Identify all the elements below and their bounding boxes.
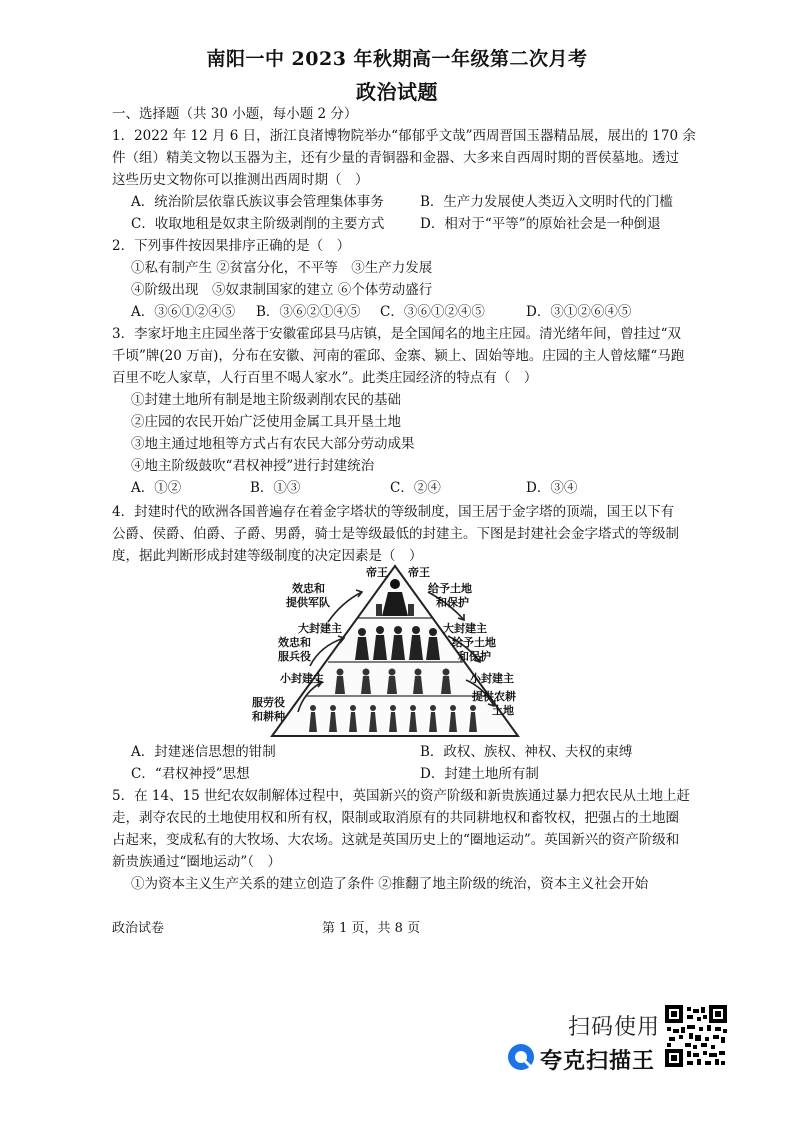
label-labor: 服劳役 — [252, 696, 285, 709]
footer-subject: 政治试卷 — [112, 921, 165, 936]
q3-statement-1: ①封建土地所有制是地主阶级剥削农民的基础 — [131, 392, 401, 408]
q1-line3: 这些历史文物你可以推测出西周时期（ ） — [112, 172, 369, 188]
q3-line2: 千顷”牌(20 万亩)，分布在安徽、河南的霍邱、金寨、颍上、固始等地。庄园的主人曾炫耀“马跑 — [112, 348, 685, 364]
label-give-land-1: 给予土地 — [428, 582, 472, 595]
label-lesser-lord-left: 小封建主 — [280, 672, 324, 685]
q2-line2: ①私有制产生 ②贫富分化，不平等 ③生产力发展 — [131, 260, 433, 276]
q5-line4: 新贵族通过“圈地运动”（ ） — [112, 854, 282, 870]
q3-statement-4: ④地主阶级鼓吹“君权神授”进行封建统治 — [131, 458, 375, 474]
label-lesser-lord-right: 小封建主 — [470, 672, 514, 685]
q2-option-c: C．③⑥①②④⑤ — [380, 304, 485, 320]
q3-option-a: A．①② — [131, 480, 182, 496]
label-give-land-2: 给予土地 — [452, 636, 496, 649]
quark-logo-icon — [506, 1042, 536, 1072]
q1-line1: 1．2022 年 12 月 6 日，浙江良渚博物院举办“郁郁乎文哉”西周晋国玉器精品展，展出的 170 余 — [112, 128, 696, 144]
exam-title: 南阳一中 2023 年秋期高一年级第二次月考 — [206, 48, 588, 70]
q4-option-b: B．政权、族权、神权、夫权的束缚 — [420, 744, 633, 760]
q3-statement-3: ③地主通过地租等方式占有农民大部分劳动成果 — [131, 436, 415, 452]
footer-page-number: 第 1 页，共 8 页 — [322, 921, 421, 936]
brand-name: 夸克扫描王 — [540, 1049, 656, 1074]
label-farm: 和耕种 — [252, 710, 285, 723]
q3-option-d: D．③④ — [526, 480, 578, 496]
q2-line1: 2．下列事件按因果排序正确的是（ ） — [112, 238, 351, 254]
q1-option-b: B．生产力发展使人类迈入文明时代的门槛 — [420, 194, 673, 210]
peasants-figures-icon — [309, 705, 477, 732]
section-heading: 一、选择题（共 30 小题，每小题 2 分） — [112, 106, 358, 122]
label-provide-farmland: 提供农耕 — [472, 690, 516, 703]
label-army: 提供军队 — [286, 596, 330, 609]
label-loyal: 效忠和 — [292, 582, 325, 595]
q1-option-a: A．统治阶层依靠氏族议事会管理集体事务 — [131, 194, 384, 210]
q3-line1: 3．李家圩地主庄园坐落于安徽霍邱县马店镇，是全国闻名的地主庄园。清光绪年间，曾挂过“双 — [112, 326, 681, 342]
label-king-right: 帝王 — [408, 566, 430, 579]
q4-line1: 4．封建时代的欧洲各国普遍存在着金字塔状的等级制度，国王居于金字塔的顶端，国王以下有 — [112, 504, 675, 520]
label-service: 服兵役 — [278, 650, 311, 663]
q5-line2: 走，剥夺农民的土地使用权和所有权，限制或取消原有的共同耕地权和畜牧权，把强占的土地圈 — [112, 810, 679, 826]
q4-option-c: C．“君权神授”思想 — [131, 766, 250, 782]
q1-option-d: D．相对于“平等”的原始社会是一种倒退 — [420, 216, 661, 232]
q4-line3: 度，据此判断形成封建等级制度的决定因素是（ ） — [112, 548, 423, 564]
qr-code-icon[interactable] — [665, 1005, 727, 1067]
q5-line3: 占起来，变成私有的大牧场、大农场。这就是英国历史上的“圈地运动”。英国新兴的资产阶级和 — [112, 832, 680, 848]
q3-option-b: B．①③ — [250, 480, 301, 496]
q1-option-c: C．收取地租是奴隶主阶级剥削的主要方式 — [131, 216, 385, 232]
q4-option-a: A．封建迷信思想的钳制 — [131, 744, 276, 760]
q1-line2: 件（组）精美文物以玉器为主，还有少量的青铜器和金器、大多来自西周时期的晋侯墓地。透过 — [112, 150, 679, 166]
q4-line2: 公爵、侯爵、伯爵、子爵、男爵，骑士是等级最低的封建主。下图是封建社会金字塔式的等级制 — [112, 526, 679, 542]
q3-statement-2: ②庄园的农民开始广泛使用金属工具开垦土地 — [131, 414, 401, 430]
label-land: 土地 — [492, 704, 514, 717]
label-great-lord-left: 大封建主 — [298, 622, 342, 635]
q5-line5: ①为资本主义生产关系的建立创造了条件 ②推翻了地主阶级的统治，资本主义社会开始 — [131, 876, 649, 892]
q2-line3: ④阶级出现 ⑤奴隶制国家的建立 ⑥个体劳动盛行 — [131, 282, 433, 298]
q4-option-d: D．封建土地所有制 — [420, 766, 539, 782]
q2-option-d: D．③①②⑥④⑤ — [526, 304, 632, 320]
label-protect-1: 和保护 — [436, 596, 469, 609]
q3-line3: 百里不吃人家草，人行百里不喝人家水”。此类庄园经济的特点有（ ） — [112, 370, 538, 386]
q2-option-a: A．③⑥①②④⑤ — [131, 304, 236, 320]
label-loyal-2: 效忠和 — [278, 636, 311, 649]
label-king-left: 帝王 — [366, 566, 388, 579]
exam-subtitle: 政治试题 — [356, 80, 438, 104]
feudal-pyramid-figure — [252, 562, 528, 740]
scan-to-use-text: 扫码使用 — [568, 1015, 661, 1040]
q2-option-b: B．③⑥②①④⑤ — [256, 304, 361, 320]
label-great-lord-right: 大封建主 — [443, 622, 487, 635]
label-protect-2: 和保护 — [458, 650, 491, 663]
q5-line1: 5．在 14、15 世纪农奴制解体过程中，英国新兴的资产阶级和新贵族通过暴力把农民从土地上赶 — [112, 788, 691, 804]
q3-option-c: C．②④ — [390, 480, 441, 496]
